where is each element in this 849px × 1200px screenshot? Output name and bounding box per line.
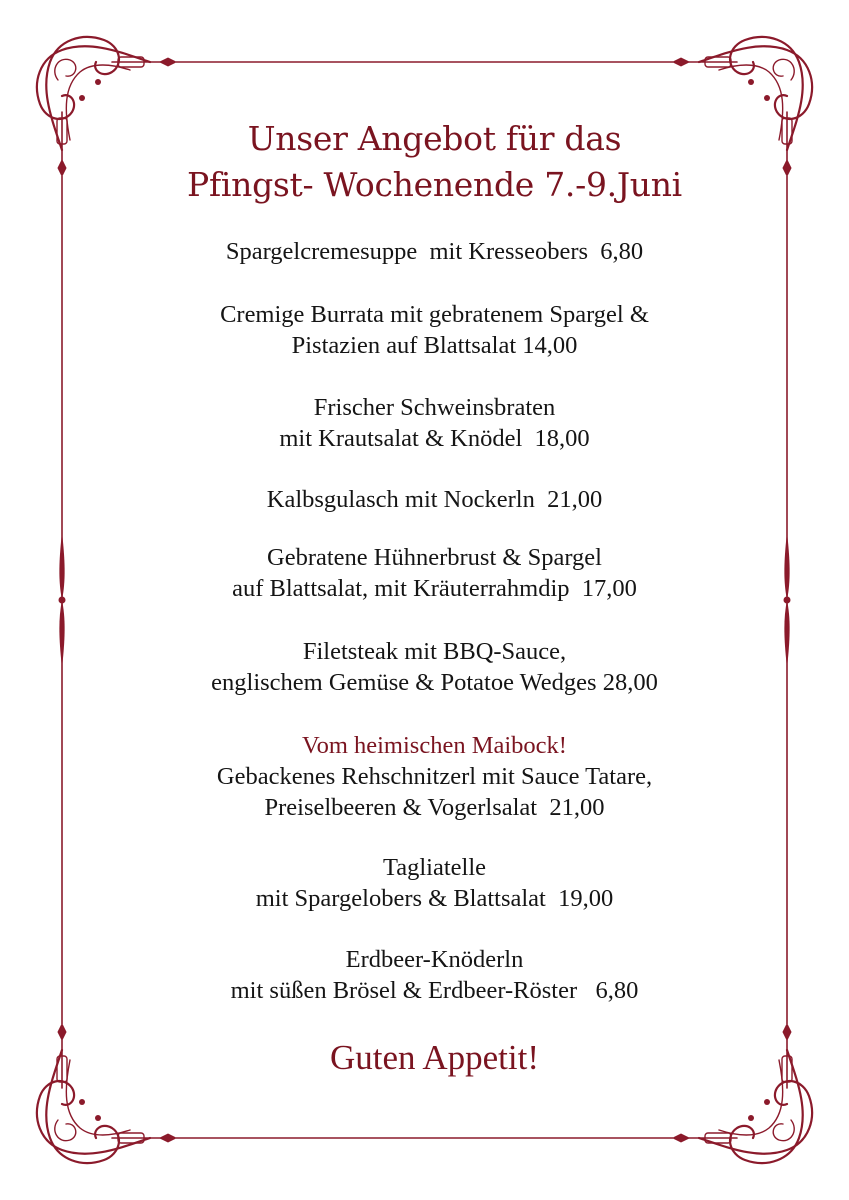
dish-line: Gebratene Hühnerbrust & Spargel (267, 544, 602, 571)
dish-line: Preiselbeeren & Vogerlsalat 21,00 (264, 794, 605, 821)
title-line-1: Unser Angebot für das (247, 119, 622, 158)
dish-line: Tagliatelle (382, 854, 487, 881)
dish-tagliatelle (100, 852, 769, 914)
dish-line: englischem Gemüse & Potatoe Wedges 28,00 (211, 669, 658, 696)
dish-line: Cremige Burrata mit gebratenem Spargel & (220, 301, 649, 328)
dish-line: mit süßen Brösel & Erdbeer-Röster 6,80 (230, 977, 639, 1004)
dish-rehschnitzerl (100, 730, 769, 823)
dish-kalbsgulasch (100, 484, 769, 515)
dish-erdbeer-knoederln (100, 944, 769, 1006)
dish-soup (100, 236, 769, 267)
dish-line: mit Krautsalat & Knödel 18,00 (279, 425, 590, 452)
dish-line: Frischer Schweinsbraten (313, 394, 556, 421)
dish-line: Spargelcremesuppe mit Kresseobers 6,80 (225, 238, 644, 265)
dish-line: auf Blattsalat, mit Kräuterrahmdip 17,00 (232, 575, 637, 602)
dish-line: Erdbeer-Knöderln (345, 946, 524, 973)
dish-line: Kalbsgulasch mit Nockerln 21,00 (266, 486, 603, 513)
dish-highlight: Vom heimischen Maibock! (302, 732, 567, 759)
dish-line: mit Spargelobers & Blattsalat 19,00 (255, 885, 614, 912)
title-line-2: Pfingst- Wochenende 7.-9.Juni (187, 165, 682, 204)
dish-filetsteak (100, 636, 769, 698)
menu-title (100, 116, 769, 208)
dish-line: Gebackenes Rehschnitzerl mit Sauce Tatare, (216, 763, 653, 790)
dish-line: Pistazien auf Blattsalat 14,00 (291, 332, 578, 359)
dish-schweinsbraten (100, 392, 769, 454)
dish-line: Filetsteak mit BBQ-Sauce, (302, 638, 567, 665)
dish-burrata (100, 299, 769, 361)
closing-greeting: Guten Appetit! (330, 1038, 539, 1077)
dish-huehnerbrust (100, 542, 769, 604)
